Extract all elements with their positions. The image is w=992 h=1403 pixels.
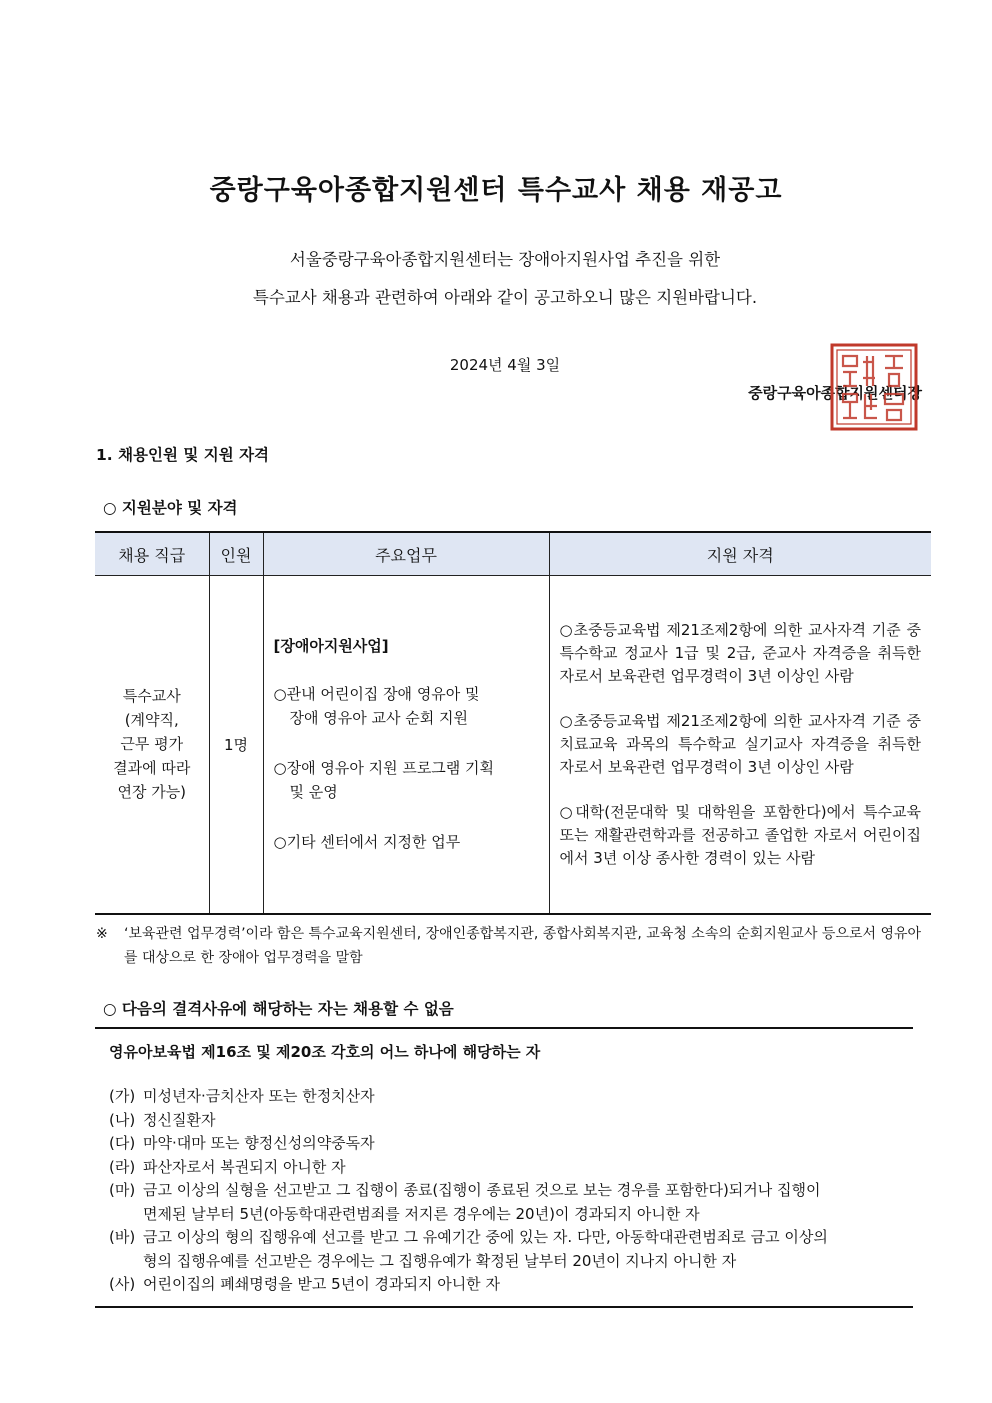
announcement-date: 2024년 4월 3일 [449, 356, 561, 374]
disqualification-list [109, 1085, 909, 1297]
duty-line: ○기타 센터에서 지정한 업무 [273, 833, 461, 852]
note-mark: ※ [96, 926, 108, 942]
item-text: 금고 이상의 형의 집행유예 선고를 받고 그 유예기간 중에 있는 자. 다만, 아동학대관련범죄로 금고 이상의 [143, 1228, 828, 1246]
item-label: (나) [109, 1110, 136, 1129]
duties-heading: [장애아지원사업] [273, 637, 389, 656]
list-item [109, 1273, 909, 1297]
item-label: (바) [109, 1228, 136, 1246]
duty-item [274, 682, 539, 730]
recruitment-table [95, 531, 931, 915]
list-item [109, 1085, 909, 1109]
official-seal [829, 342, 919, 432]
duty-item [274, 830, 539, 854]
table-header-row [95, 532, 931, 576]
duty-line: ○관내 어린이집 장애 영유아 및 [273, 685, 480, 704]
footnote [96, 922, 926, 970]
section-1-heading: 1. 채용인원 및 지원 자격 [96, 446, 270, 464]
item-label: (사) [109, 1275, 136, 1293]
item-label: (마) [109, 1181, 136, 1199]
item-text: 어린이집의 폐쇄명령을 받고 5년이 경과되지 아니한 자 [143, 1275, 500, 1293]
item-text: 형의 집행유예를 선고받은 경우에는 그 집행유예가 확정된 날부터 20년이 지나지 아니한 자 [143, 1251, 737, 1270]
duty-item [274, 756, 539, 804]
list-item [109, 1226, 909, 1273]
duty-line: 장애 영유아 교사 순회 지원 [289, 709, 468, 728]
duty-line: ○장애 영유아 지원 프로그램 기획 [273, 759, 495, 778]
qualification-item: ○초중등교육법 제21조제2항에 의한 교사자격 기준 중 치료교육 과목의 특수학교 실기교사 자격증을 취득한 자로서 보육관련 업무경력이 3년 이상인 사람 [559, 711, 921, 776]
header-position: 채용 직급 [95, 532, 209, 576]
list-item [109, 1132, 909, 1156]
duties-cell [263, 576, 549, 914]
disqualification-heading: 영유아보육법 제16조 및 제20조 각호의 어느 하나에 해당하는 자 [109, 1043, 541, 1061]
sub-heading-disqualification: ○ 다음의 결격사유에 해당하는 자는 채용할 수 없음 [103, 1000, 454, 1018]
item-text: 정신질환자 [143, 1110, 216, 1129]
intro-line-1: 서울중랑구육아종합지원센터는 장애아지원사업 추진을 위한 [289, 250, 721, 269]
position-line: 특수교사 [122, 687, 181, 706]
note-text: ‘보육관련 업무경력’이라 함은 특수교육지원센터, 장애인종합복지관, 종합사회복지관, 교육청 소속의 순회지원교사 등으로서 영유아를 대상으로 한 장애아 업무경력을 말함 [124, 926, 922, 966]
qualification-item: ○초중등교육법 제21조제2항에 의한 교사자격 기준 중 특수학교 정교사 1급 및 2급, 준교사 자격증을 취득한 자로서 보육관련 업무경력이 3년 이상인 사람 [559, 620, 921, 685]
list-item [109, 1109, 909, 1133]
disqualification-box [95, 1027, 913, 1308]
list-item [109, 1156, 909, 1180]
signer: 중랑구육아종합지원센터장 [748, 384, 922, 402]
header-count: 인원 [209, 532, 263, 576]
position-line: (계약직, [124, 711, 179, 730]
position-line: 근무 평가 [120, 735, 184, 754]
duty-line: 및 운영 [289, 783, 338, 802]
qualifications-cell [549, 576, 931, 914]
table-row [95, 576, 931, 914]
item-label: (다) [109, 1134, 136, 1152]
item-text: 파산자로서 복권되지 아니한 자 [143, 1157, 346, 1176]
position-cell [95, 576, 209, 914]
item-text: 미성년자·금치산자 또는 한정치산자 [143, 1087, 375, 1105]
intro-line-2: 특수교사 채용과 관련하여 아래와 같이 공고하오니 많은 지원바랍니다. [252, 288, 758, 307]
item-text: 금고 이상의 실형을 선고받고 그 집행이 종료(집행이 종료된 것으로 보는 경우를 포함한다)되거나 집행이 [143, 1181, 821, 1199]
header-qualifications: 지원 자격 [549, 532, 931, 576]
position-line: 연장 가능) [117, 783, 187, 802]
qualification-item: ○대학(전문대학 및 대학원을 포함한다)에서 특수교육 또는 재활관련학과를 전공하고 졸업한 자로서 어린이집에서 3년 이상 종사한 경력이 있는 사람 [559, 802, 921, 867]
item-label: (라) [109, 1157, 136, 1176]
list-item [109, 1179, 909, 1226]
position-line: 결과에 따라 [113, 759, 191, 778]
page-title: 중랑구육아종합지원센터 특수교사 채용 재공고 [209, 175, 783, 206]
item-label: (가) [109, 1087, 136, 1105]
sub-heading-qualifications: ○ 지원분야 및 자격 [103, 499, 238, 517]
item-text: 마약·대마 또는 향정신성의약중독자 [143, 1134, 375, 1152]
item-text: 면제된 날부터 5년(아동학대관련범죄를 저지른 경우에는 20년)이 경과되지 아니한 자 [143, 1204, 700, 1223]
count-cell: 1명 [209, 576, 263, 914]
header-duties: 주요업무 [263, 532, 549, 576]
